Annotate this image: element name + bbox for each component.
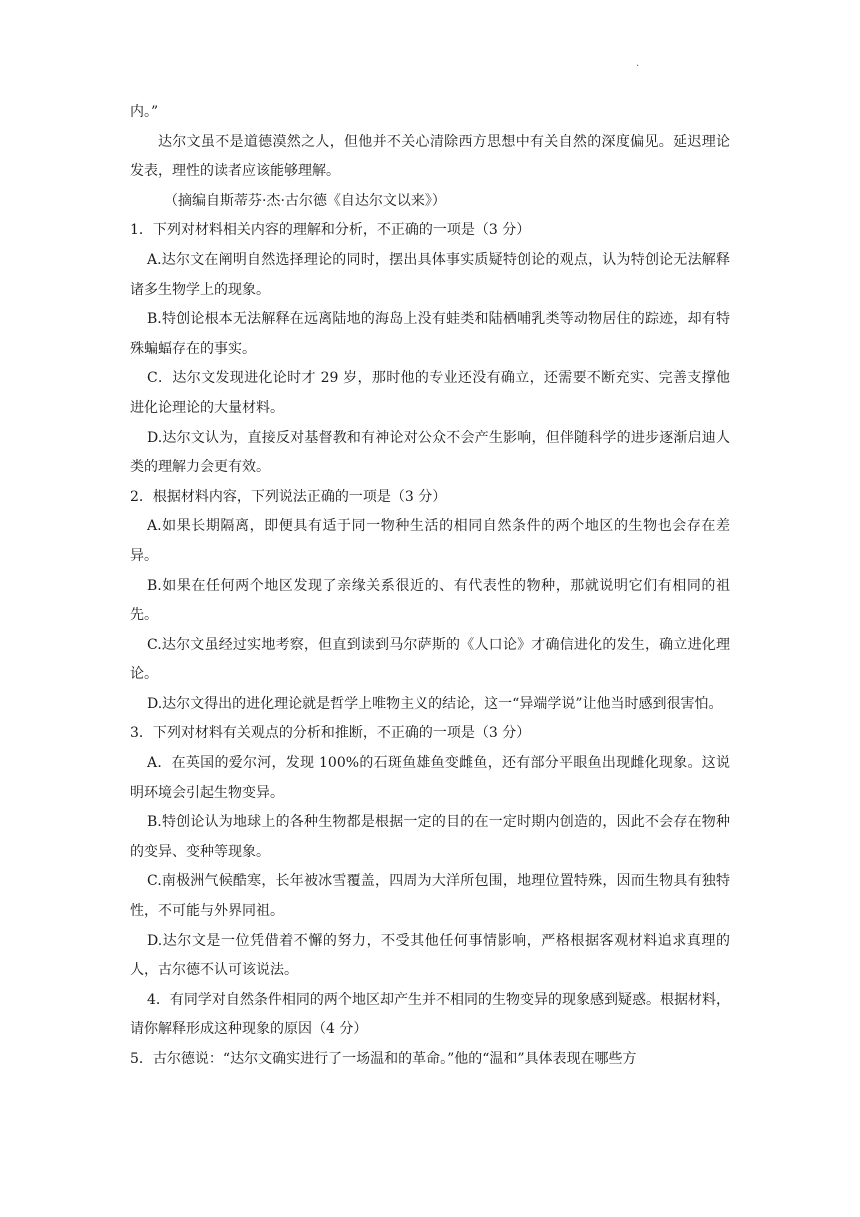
question-3	[130, 719, 730, 985]
option-a: A．在英国的爱尔河，发现 100%的石斑鱼雄鱼变雌鱼，还有部分平眼鱼出现雌化现象。这说明环境会引起生物变异。	[130, 755, 730, 801]
option-d: D.达尔文得出的进化理论就是哲学上唯物主义的结论，这一“异端学说”让他当时感到很害怕。	[147, 695, 723, 712]
page-mark: .	[636, 58, 640, 69]
option-a: A.达尔文在阐明自然选择理论的同时，摆出具体事实质疑特创论的观点，认为特创论无法解释诸多生物学上的现象。	[130, 251, 730, 298]
question-4: 4．有同学对自然条件相同的两个地区却产生并不相同的生物变异的现象感到疑惑。根据材料，请你解释形成这种现象的原因（4 分）	[130, 991, 730, 1038]
option-c: C．达尔文发现进化论时才 29 岁，那时他的专业还没有确立，还需要不断充实、完善支撑他进化论理论的大量材料。	[130, 370, 730, 416]
option-b: B.特创论根本无法解释在远离陆地的海岛上没有蛙类和陆栖哺乳类等动物居住的踪迹，却有特殊蝙蝠存在的事实。	[130, 311, 730, 357]
source-citation: （摘编自斯蒂芬·杰·古尔德《自达尔文以来》）	[164, 192, 446, 209]
question-stem: 3．下列对材料有关观点的分析和推断，不正确的一项是（3 分）	[130, 725, 531, 742]
paragraph: 达尔文虽不是道德漠然之人，但他并不关心清除西方思想中有关自然的深度偏见。延迟理论发表，理性的读者应该能够理解。	[130, 133, 730, 180]
question-2	[130, 483, 730, 720]
document-body	[130, 98, 730, 1075]
question-1	[130, 216, 730, 482]
option-b: B.特创论认为地球上的各种生物都是根据一定的目的在一定时期内创造的，因此不会存在物种的变异、变种等现象。	[130, 814, 730, 860]
question-stem: 1．下列对材料相关内容的理解和分析，不正确的一项是（3 分）	[130, 222, 531, 239]
lead-line: 内。”	[130, 104, 159, 120]
option-d: D.达尔文认为，直接反对基督教和有神论对公众不会产生影响，但伴随科学的进步逐渐启迪人类的理解力会更有效。	[130, 429, 730, 476]
option-a: A.如果长期隔离，即便具有适于同一物种生活的相同自然条件的两个地区的生物也会存在差异。	[130, 518, 730, 564]
option-c: C.达尔文虽经过实地考察，但直到读到马尔萨斯的《人口论》才确信进化的发生，确立进化理论。	[130, 636, 730, 683]
option-d: D.达尔文是一位凭借着不懈的努力，不受其他任何事情影响，严格根据客观材料追求真理的人，古尔德不认可该说法。	[130, 932, 730, 979]
question-5: 5．古尔德说：“达尔文确实进行了一场温和的革命。”他的“温和”具体表现在哪些方	[130, 1051, 637, 1067]
question-stem: 2．根据材料内容，下列说法正确的一项是（3 分）	[130, 488, 447, 505]
option-b: B.如果在任何两个地区发现了亲缘关系很近的、有代表性的物种，那就说明它们有相同的祖先。	[130, 577, 730, 624]
option-c: C.南极洲气候酷寒，长年被冰雪覆盖，四周为大洋所包围，地理位置特殊，因而生物具有独特性，不可能与外界同祖。	[130, 873, 730, 920]
